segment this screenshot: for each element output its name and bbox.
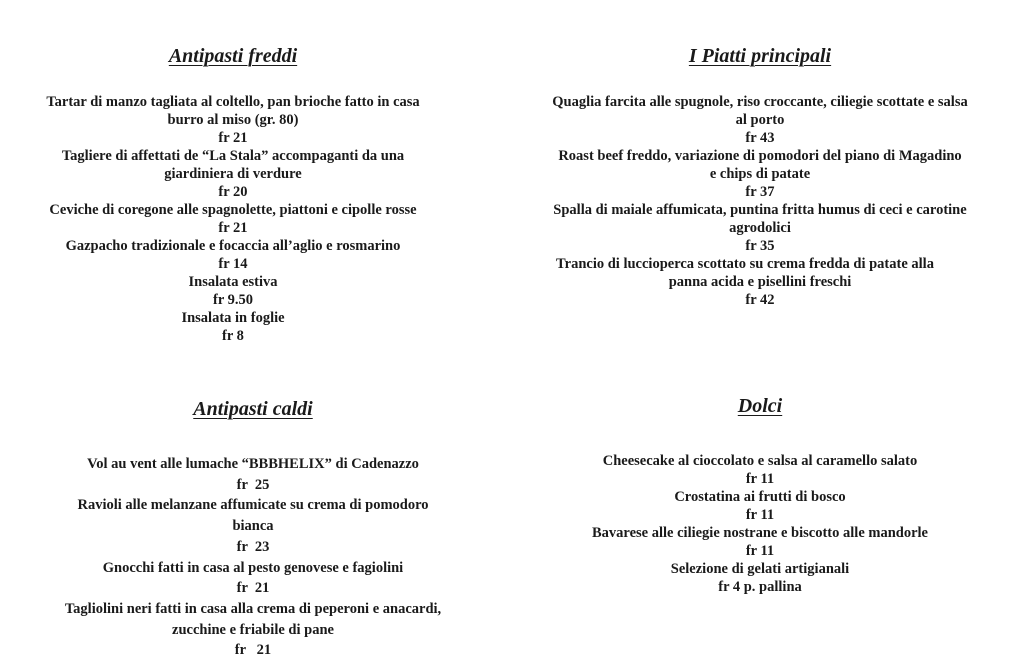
menu-item bbox=[18, 558, 488, 599]
menu-items bbox=[510, 452, 1010, 596]
dish-description: bianca bbox=[232, 518, 274, 535]
dish-description: Cheesecake al cioccolato e salsa al caramello salato bbox=[602, 453, 918, 469]
dish-price: fr 9.50 bbox=[212, 292, 253, 308]
dish-price: fr 11 bbox=[745, 507, 775, 523]
dish-description: Insalata in foglie bbox=[181, 310, 285, 326]
menu-item bbox=[18, 147, 448, 201]
dish-description: Ceviche di coregone alle spagnolette, piattoni e cipolle rosse bbox=[49, 202, 417, 218]
dish-description: zucchine e friabile di pane bbox=[172, 621, 334, 638]
menu-item bbox=[18, 309, 448, 345]
menu-item bbox=[18, 237, 448, 273]
dish-description: Tagliolini neri fatti in casa alla crema di peperoni e anacardi, bbox=[64, 600, 442, 617]
dish-price: fr 14 bbox=[218, 256, 248, 272]
dish-description: Gazpacho tradizionale e focaccia all’aglio e rosmarino bbox=[65, 238, 401, 254]
section-title: Dolci bbox=[737, 395, 783, 417]
section-antipasti-freddi bbox=[18, 44, 448, 345]
dish-price: fr 21 bbox=[234, 642, 272, 659]
section-title: Antipasti freddi bbox=[168, 45, 298, 67]
dish-price: fr 35 bbox=[745, 238, 775, 254]
dish-description: panna acida e pisellini freschi bbox=[668, 274, 852, 290]
dish-description: Tagliere di affettati de “La Stala” accompaganti da una bbox=[61, 148, 405, 164]
dish-price: fr 11 bbox=[745, 543, 775, 559]
section-title: Antipasti caldi bbox=[193, 398, 313, 420]
section-antipasti-caldi bbox=[18, 397, 488, 661]
dish-price: fr 37 bbox=[745, 184, 775, 200]
section-dolci bbox=[510, 394, 1010, 596]
menu-item bbox=[18, 599, 488, 661]
dish-description: Roast beef freddo, variazione di pomodori del piano di Magadino bbox=[558, 148, 962, 164]
dish-description: Insalata estiva bbox=[188, 274, 278, 290]
menu-item bbox=[510, 255, 1010, 309]
menu-item bbox=[510, 488, 1010, 524]
menu-item bbox=[510, 452, 1010, 488]
menu-item bbox=[510, 201, 1010, 255]
menu-item bbox=[18, 201, 448, 237]
menu-items bbox=[18, 454, 488, 661]
dish-description: al porto bbox=[735, 112, 785, 128]
dish-price: fr 42 bbox=[745, 292, 775, 308]
section-piatti-principali bbox=[510, 44, 1010, 309]
dish-price: fr 23 bbox=[236, 538, 270, 555]
dish-description: giardiniera di verdure bbox=[164, 166, 302, 182]
dish-description: Selezione di gelati artigianali bbox=[670, 561, 850, 577]
menu-item bbox=[18, 495, 488, 557]
menu-item bbox=[510, 560, 1010, 596]
section-title: I Piatti principali bbox=[688, 45, 832, 67]
menu-items bbox=[510, 93, 1010, 309]
menu-item bbox=[510, 524, 1010, 560]
dish-price: fr 25 bbox=[236, 476, 270, 493]
dish-description: e chips di patate bbox=[709, 166, 811, 182]
dish-price: fr 4 p. pallina bbox=[718, 579, 802, 595]
menu-item bbox=[18, 93, 448, 147]
dish-price: fr 11 bbox=[745, 471, 775, 487]
dish-price: fr 43 bbox=[745, 130, 775, 146]
dish-description: Trancio di luccioperca scottato su crema fredda di patate alla bbox=[556, 256, 934, 272]
dish-description: burro al miso (gr. 80) bbox=[167, 112, 299, 128]
menu-item bbox=[18, 454, 488, 495]
dish-price: fr 21 bbox=[236, 580, 270, 597]
dish-price: fr 21 bbox=[218, 130, 248, 146]
menu-item bbox=[510, 147, 1010, 201]
menu-item bbox=[18, 273, 448, 309]
menu-items bbox=[18, 93, 448, 345]
dish-description: agrodolici bbox=[729, 220, 791, 236]
dish-description: Bavarese alle ciliegie nostrane e biscotto alle mandorle bbox=[592, 525, 928, 541]
dish-description: Tartar di manzo tagliata al coltello, pan brioche fatto in casa bbox=[46, 94, 420, 110]
dish-price: fr 20 bbox=[218, 184, 248, 200]
menu-item bbox=[510, 93, 1010, 147]
dish-description: Ravioli alle melanzane affumicate su crema di pomodoro bbox=[77, 497, 429, 514]
dish-description: Gnocchi fatti in casa al pesto genovese e fagiolini bbox=[102, 559, 404, 576]
dish-price: fr 21 bbox=[218, 220, 248, 236]
dish-description: Spalla di maiale affumicata, puntina fritta humus di ceci e carotine bbox=[553, 202, 967, 218]
dish-price: fr 8 bbox=[222, 328, 244, 344]
dish-description: Quaglia farcita alle spugnole, riso croccante, ciliegie scottate e salsa bbox=[552, 94, 968, 110]
dish-description: Crostatina ai frutti di bosco bbox=[674, 489, 846, 505]
dish-description: Vol au vent alle lumache “BBBHELIX” di Cadenazzo bbox=[87, 456, 419, 472]
